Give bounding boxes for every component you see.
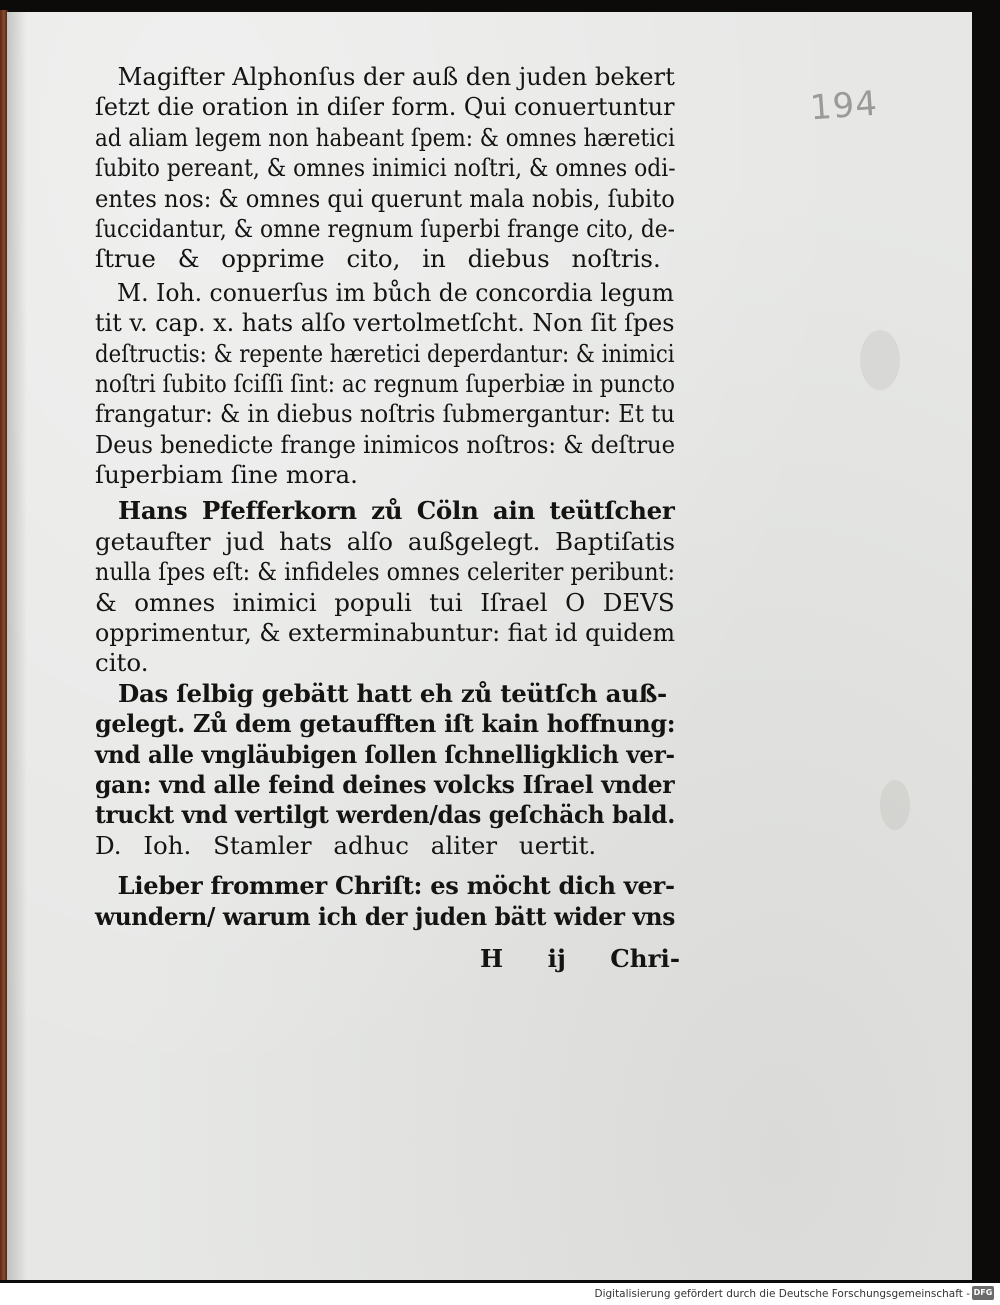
text-line: Hans Pfefferkorn zů Cöln ain teütſcher	[118, 496, 675, 526]
text-line: Lieber frommer Chriſt: es möcht dich ver-	[117, 871, 675, 901]
text-line: noſtri ſubito ſciſſi ſint: ac regnum ſuperbiæ in puncto	[95, 368, 676, 398]
folio-number: 194	[808, 83, 880, 129]
text-line: ſtrue & opprime cito, in diebus noſtris.	[95, 244, 661, 274]
text-line: deſtructis: & repente hæretici deperdantur: & inimici	[95, 338, 675, 368]
text-line: ſuperbiam ſine mora.	[95, 460, 358, 490]
paragraph-lieber-christ	[95, 871, 675, 932]
page-text	[95, 62, 675, 932]
paragraph-pfefferkorn	[95, 496, 675, 678]
paragraph-german-translation	[95, 679, 675, 861]
text-line: ſubito pereant, & omnes inimici noſtri, & omnes odi-	[95, 153, 676, 183]
text-line: M. Ioh. conuerſus im bůch de concordia legum	[117, 277, 675, 307]
scan-right-border	[972, 12, 1000, 1280]
text-line: entes nos: & omnes qui querunt mala nobis, ſubito	[95, 183, 675, 213]
text-line: vnd alle vngläubigen ſollen ſchnelligklich ver-	[95, 739, 675, 769]
text-line: Magifter Alphonſus der auß den juden bekert	[117, 62, 675, 91]
dfg-logo-icon: DFG	[972, 1286, 994, 1300]
text-line: getaufter jud hats alſo außgelegt. Baptiſatis	[95, 526, 676, 556]
signature-number: ij	[547, 944, 566, 973]
text-line: Deus benedicte frange inimicos noſtros: & deſtrue	[95, 429, 676, 459]
text-line: wundern/ warum ich der juden bätt wider vns	[95, 901, 676, 931]
page-gutter-shadow	[7, 12, 27, 1280]
text-line: opprimentur, & exterminabuntur: fiat id quidem	[95, 618, 676, 648]
text-line: ad aliam legem non habeant ſpem: & omnes hæretici	[95, 122, 675, 152]
text-line: cito.	[95, 648, 149, 678]
paper-stain	[880, 780, 910, 830]
text-line: frangatur: & in diebus noſtris ſubmergantur: Et tu	[95, 399, 675, 429]
funding-credit: Digitalisierung gefördert durch die Deutsche Forschungsgemeinschaft -	[594, 1288, 970, 1300]
signature-mark: H	[480, 944, 504, 973]
text-line: truckt vnd vertilgt werden/das geſchäch bald.	[95, 800, 676, 830]
text-line: & omnes inimici populi tui Iſrael O DEVS	[95, 587, 675, 617]
text-line: gelegt. Zů dem getaufften iſt kain hoffnung:	[95, 709, 676, 739]
text-line: D. Ioh. Stamler adhuc aliter uertit.	[95, 830, 597, 860]
signature-and-catchword	[480, 944, 680, 973]
text-line: gan: vnd alle feind deines volcks Iſrael vnder	[95, 769, 675, 799]
paper-stain	[860, 330, 900, 390]
text-line: ſuccidantur, & omne regnum ſuperbi frange cito, de-	[95, 213, 676, 243]
text-line: nulla ſpes eſt: & infideles omnes celeriter peribunt:	[95, 557, 675, 587]
text-line: tit v. cap. x. hats alſo vertolmetſcht. Non ſit ſpes	[95, 308, 675, 338]
paragraph-johannes	[95, 278, 675, 491]
text-line: Das ſelbig gebätt hatt eh zů teütſch auß-	[118, 678, 667, 708]
catchword: Chri-	[610, 944, 680, 973]
paragraph-alphonsus	[95, 62, 675, 275]
text-line: ſetzt die oration in diſer form. Qui conuertuntur	[95, 92, 675, 122]
